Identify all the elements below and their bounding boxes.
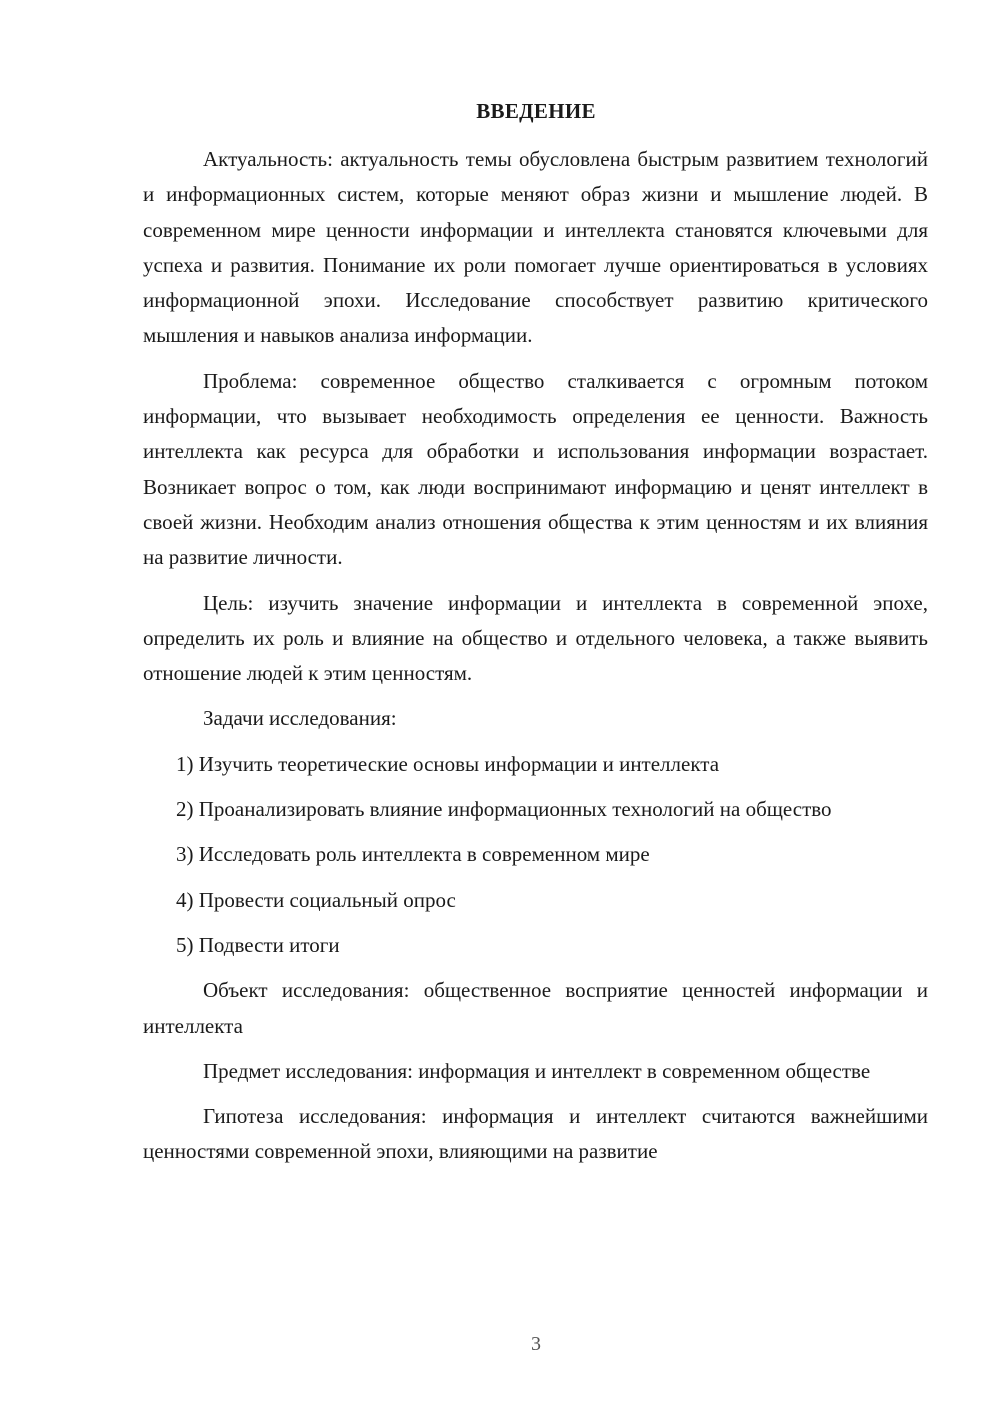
- task-item: 1) Изучить теоретические основы информации и интеллекта: [176, 751, 720, 776]
- task-item: 3) Исследовать роль интеллекта в современном мире: [176, 842, 650, 867]
- paragraph-subject: Предмет исследования: информация и интеллект в современном обществе: [203, 1058, 871, 1083]
- document-body: [143, 142, 928, 1180]
- paragraph-relevance: Актуальность: актуальность темы обусловлена быстрым развитием технологий и информационных систем, которые меняют образ жизни и мышление людей. В современном мире ценности информации и интеллекта становятся ключевыми для успеха и развития. Понимание их роли помогает лучше ориентироваться в условиях информационной эпохи. Исследование способствует развитию критического мышления и навыков анализа информации.: [143, 147, 928, 348]
- page-title: ВВЕДЕНИЕ: [476, 99, 596, 123]
- task-item: 4) Провести социальный опрос: [176, 887, 456, 912]
- paragraph-tasks-heading: Задачи исследования:: [203, 706, 397, 731]
- task-item: 2) Проанализировать влияние информационных технологий на общество: [176, 797, 832, 822]
- paragraph-hypothesis: Гипотеза исследования: информация и интеллект считаются важнейшими ценностями современной эпохи, влияющими на развитие: [143, 1104, 928, 1164]
- paragraph-problem: Проблема: современное общество сталкивается с огромным потоком информации, что вызывает необходимость определения ее ценности. Важность интеллекта как ресурса для обработки и использования информации возрастает. Возникает вопрос о том, как люди воспринимают информацию и ценят интеллект в своей жизни. Необходим анализ отношения общества к этим ценностям и их влияния на развитие личности.: [143, 368, 928, 570]
- page-number: 3: [531, 1333, 541, 1355]
- task-item: 5) Подвести итоги: [176, 932, 340, 957]
- paragraph-goal: Цель: изучить значение информации и интеллекта в современной эпохе, определить их роль и влияние на общество и отдельного человека, а также выявить отношение людей к этим ценностям.: [143, 590, 928, 686]
- paragraph-object: Объект исследования: общественное восприятие ценностей информации и интеллекта: [143, 978, 928, 1038]
